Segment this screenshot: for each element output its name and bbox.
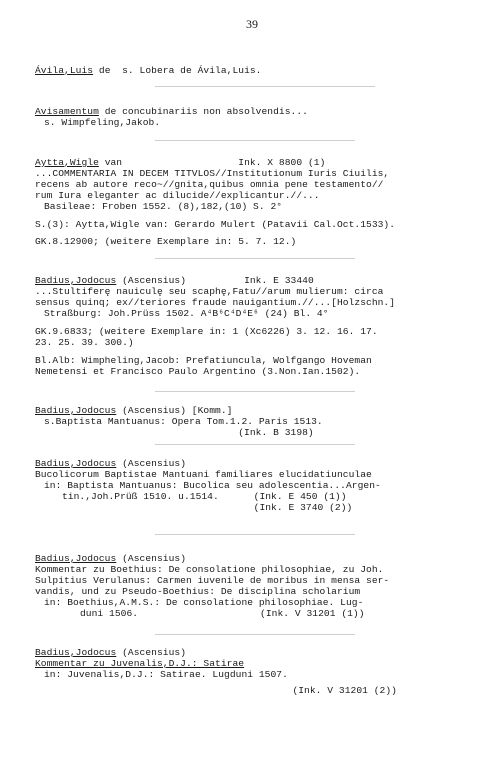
separator-rule [155,634,355,635]
entry-line: Kommentar zu Boethius: De consolatione philosophiae, zu Joh. [35,564,384,575]
entry-heading-name: Badius,Jodocus [35,553,117,564]
entry-line: Straßburg: Joh.Prüss 1502. A⁴B⁶C⁴D⁴E⁶ (24) Bl. 4° [44,308,329,319]
entry-line: Sulpitius Verulanus: Carmen iuvenile de moribus in mensa ser- [35,575,390,586]
entry-line-rest: (Ascensius) [116,458,186,469]
entry-line-rest: de concubinariis non absolvendis... [98,106,308,117]
entry-line: vandis, und zu Pseudo-Boethius: De disciplina scholarium [35,586,361,597]
entry-line: recens ab autore reco~//gnita,quibus omnia pene testamento// [35,179,384,190]
entry-line [35,405,232,416]
entry-line: s. Wimpfeling,Jakob. [44,117,161,128]
entry-line: (Ink. V 31201 (2)) [95,685,397,696]
entry-line: S.(3): Aytta,Wigle van: Gerardo Mulert (Patavii Cal.Oct.1533). [35,219,396,230]
entry-line-rest: (Ascensius) [Komm.] [116,405,233,416]
entry-line-rest: (Ascensius) [116,553,186,564]
entry-line [35,106,308,117]
entry-heading-name: Ávila,Luis [35,65,94,76]
separator-rule [155,534,355,535]
entry-heading-name: Aytta,Wigle [35,157,99,168]
entry-line: in: Baptista Mantuanus: Bucolica seu adolescentia...Argen- [44,480,381,491]
separator-rule [155,140,355,141]
entry-line-rest: de s. Lobera de Ávila,Luis. [93,65,262,76]
entry-heading-name: Badius,Jodocus [35,405,117,416]
entry-line: (Ink. B 3198) [35,427,314,438]
entry-line [35,458,186,469]
entry-line [35,157,325,168]
entry-line: sensus quinq; ex//teriores fraude nauigantium.//...[Holzschn.] [35,297,396,308]
page-number: 39 [246,17,258,31]
entry-line [35,65,262,76]
entry-line: Basileae: Froben 1552. (8),182,(10) S. 2° [44,201,283,212]
entry-line: GK.8.12900; (weitere Exemplare in: 5. 7. 12.) [35,236,297,247]
entry-line: ...Stultiferę nauiculę seu scaphę,Fatu//arum mulierum: circa [35,286,384,297]
entry-line-rest: van Ink. X 8800 (1) [98,157,326,168]
entry-line [35,275,314,286]
separator-rule [155,86,375,87]
entry-line: tin.,Joh.Prüß 1510. u.1514. (Ink. E 450 (1)) [62,491,347,502]
entry-line: s.Baptista Mantuanus: Opera Tom.1.2. Paris 1513. [44,416,323,427]
entry-line: Bucolicorum Baptistae Mantuani familiares elucidatiunculae [35,469,372,480]
entry-heading-name: Badius,Jodocus [35,647,117,658]
entry-heading-name: Badius,Jodocus [35,458,117,469]
entry-line: (Ink. E 3740 (2)) [62,502,353,513]
separator-rule [155,391,355,392]
entry-line: in: Juvenalis,D.J.: Satirae. Lugduni 1507. [44,669,288,680]
entry-line: Bl.Alb: Wimpheling,Jacob: Prefatiuncula, Wolfgango Hoveman [35,355,372,366]
entry-line-rest: (Ascensius) [116,647,186,658]
entry-line: Kommentar zu Juvenalis,D.J.: Satirae [35,658,245,669]
separator-rule [155,444,355,445]
entry-heading-name: Avisamentum [35,106,99,117]
entry-line: 23. 25. 39. 300.) [35,337,134,348]
entry-line: GK.9.6833; (weitere Exemplare in: 1 (Xc6226) 3. 12. 16. 17. [35,326,378,337]
entry-line-rest: (Ascensius) Ink. E 33440 [116,275,314,286]
entry-line: duni 1506. (Ink. V 31201 (1)) [80,608,365,619]
separator-rule [155,258,355,259]
entry-line [35,647,186,658]
entry-line [35,553,186,564]
entry-line: rum Iura eleganter ac dilucide//explicantur.//... [35,190,320,201]
entry-heading-name: Badius,Jodocus [35,275,117,286]
entry-line: Nemetensi et Francisco Paulo Argentino (3.Non.Ian.1502). [35,366,361,377]
entry-line: ...COMMENTARIA IN DECEM TITVLOS//Institutionum Iuris Ciuilis, [35,168,390,179]
entry-line: in: Boethius,A.M.S.: De consolatione philosophiae. Lug- [44,597,364,608]
